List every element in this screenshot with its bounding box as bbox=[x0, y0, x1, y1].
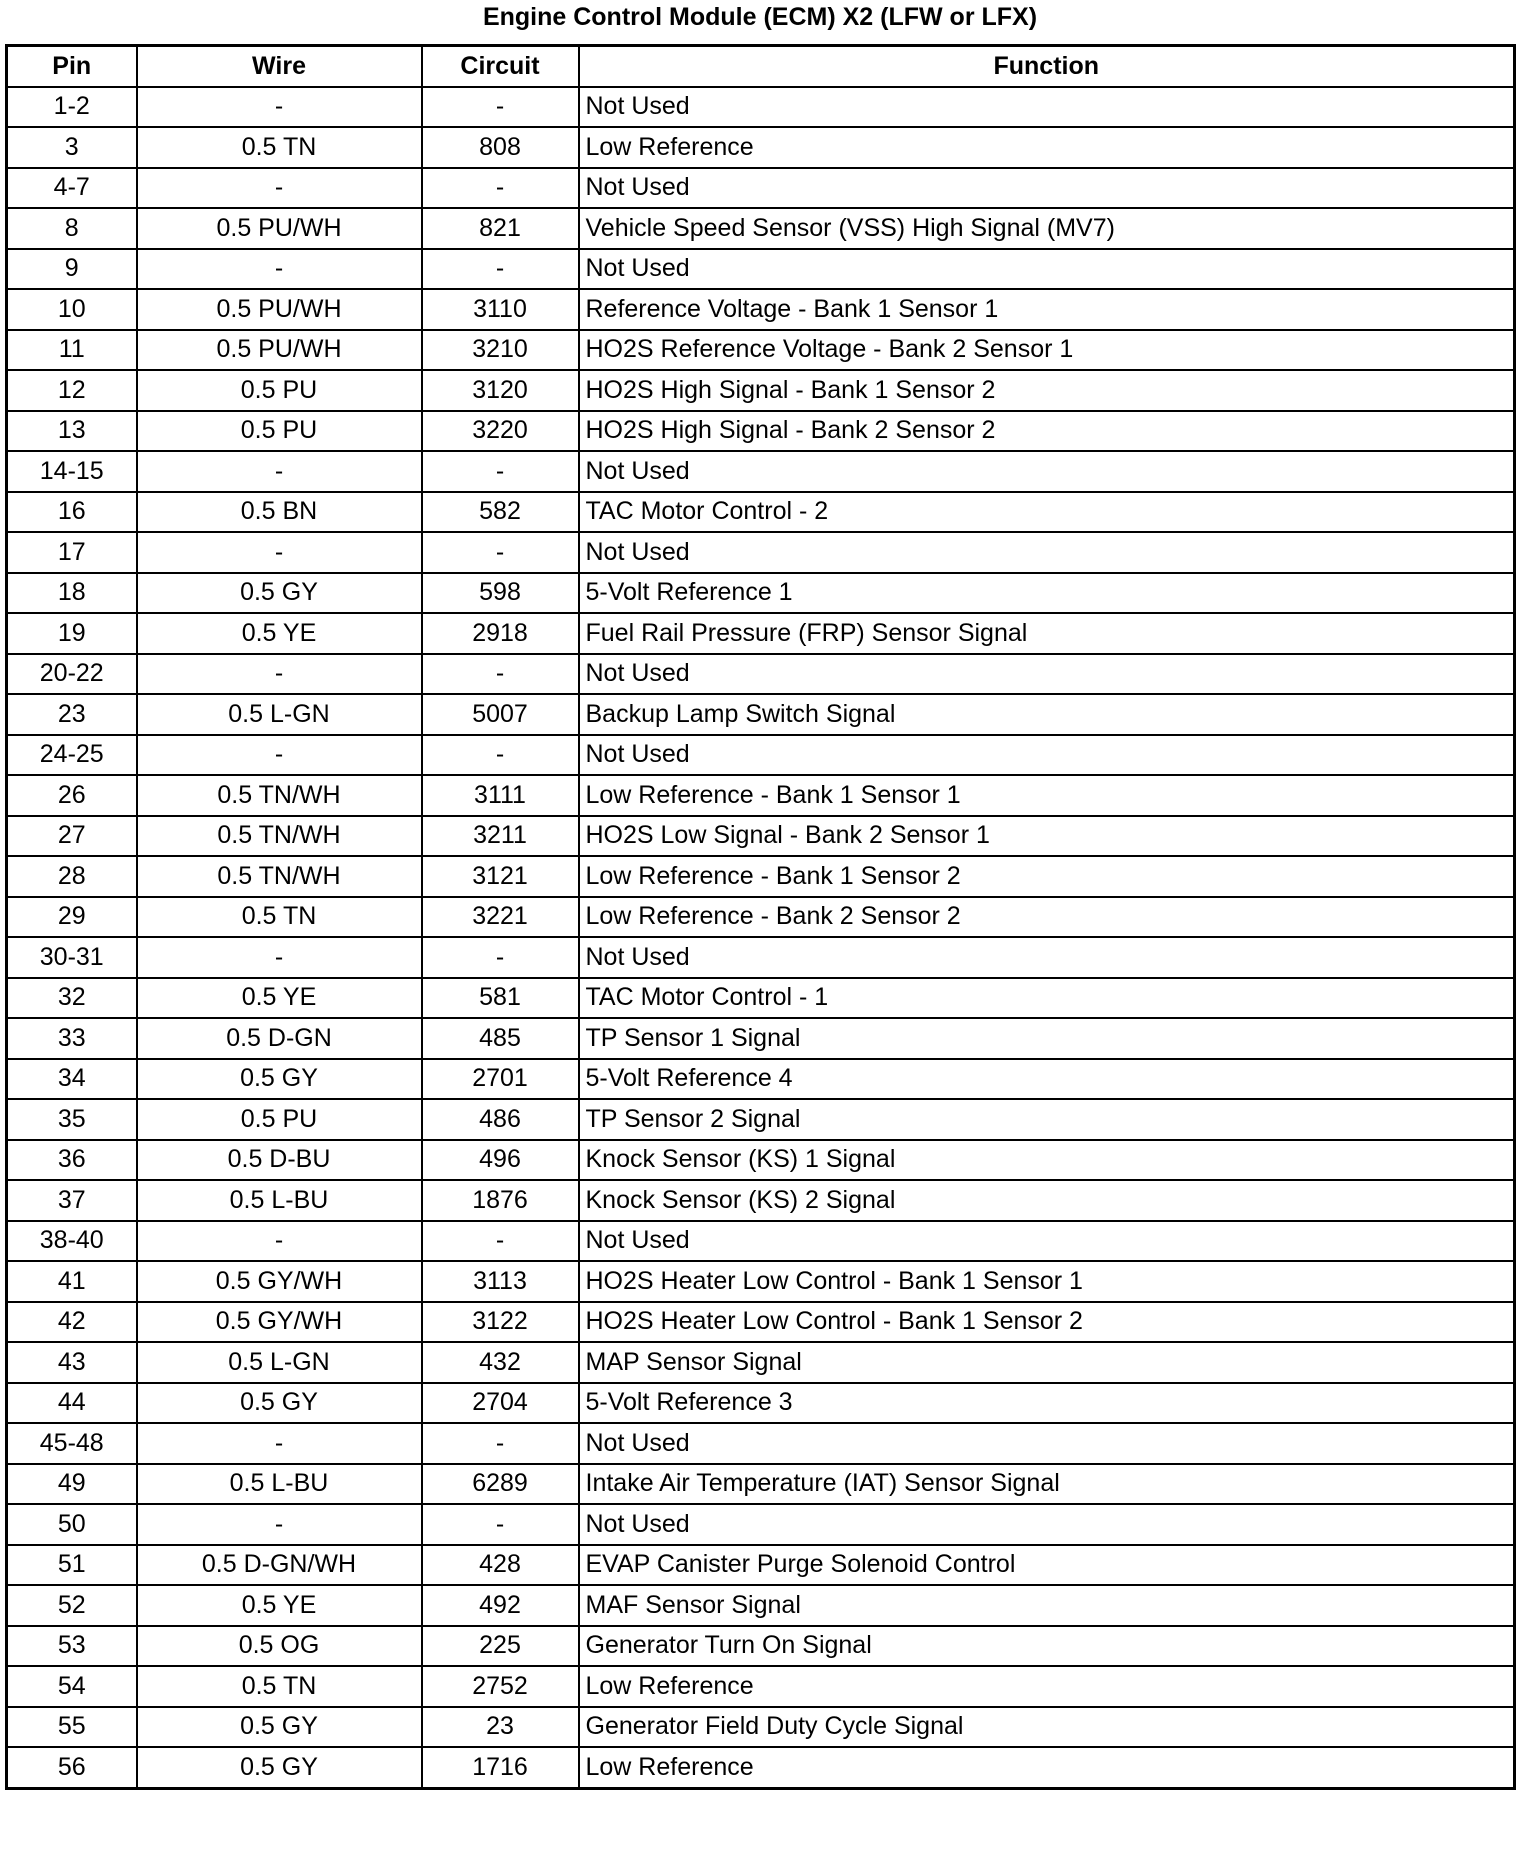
pin-cell: 11 bbox=[7, 330, 137, 371]
wire-cell: - bbox=[137, 1423, 422, 1464]
pin-cell: 24-25 bbox=[7, 735, 137, 776]
table-row bbox=[7, 168, 1515, 209]
circuit-cell: 1876 bbox=[422, 1180, 579, 1221]
function-cell: Fuel Rail Pressure (FRP) Sensor Signal bbox=[579, 613, 1515, 654]
pin-cell: 18 bbox=[7, 573, 137, 614]
function-cell: TAC Motor Control - 2 bbox=[579, 492, 1515, 533]
function-cell: Reference Voltage - Bank 1 Sensor 1 bbox=[579, 289, 1515, 330]
table-row bbox=[7, 451, 1515, 492]
circuit-cell: - bbox=[422, 1504, 579, 1545]
wire-cell: 0.5 L-BU bbox=[137, 1180, 422, 1221]
pin-cell: 17 bbox=[7, 532, 137, 573]
table-row bbox=[7, 1707, 1515, 1748]
pin-cell: 4-7 bbox=[7, 168, 137, 209]
table-row bbox=[7, 1383, 1515, 1424]
pin-cell: 26 bbox=[7, 775, 137, 816]
wire-cell: - bbox=[137, 249, 422, 290]
table-row bbox=[7, 289, 1515, 330]
pin-cell: 37 bbox=[7, 1180, 137, 1221]
function-cell: Low Reference - Bank 2 Sensor 2 bbox=[579, 897, 1515, 938]
table-header-row bbox=[7, 46, 1515, 87]
wire-cell: 0.5 YE bbox=[137, 613, 422, 654]
table-row bbox=[7, 1423, 1515, 1464]
function-cell: Not Used bbox=[579, 937, 1515, 978]
table-row bbox=[7, 775, 1515, 816]
circuit-cell: - bbox=[422, 654, 579, 695]
circuit-cell: 3111 bbox=[422, 775, 579, 816]
wire-cell: - bbox=[137, 735, 422, 776]
table-row bbox=[7, 978, 1515, 1019]
table-row bbox=[7, 1504, 1515, 1545]
pin-cell: 44 bbox=[7, 1383, 137, 1424]
wire-cell: 0.5 GY/WH bbox=[137, 1261, 422, 1302]
header-circuit: Circuit bbox=[422, 46, 579, 87]
function-cell: 5-Volt Reference 3 bbox=[579, 1383, 1515, 1424]
wire-cell: 0.5 PU bbox=[137, 1099, 422, 1140]
wire-cell: - bbox=[137, 87, 422, 128]
wire-cell: 0.5 TN/WH bbox=[137, 856, 422, 897]
pin-cell: 8 bbox=[7, 208, 137, 249]
function-cell: Low Reference - Bank 1 Sensor 1 bbox=[579, 775, 1515, 816]
function-cell: Not Used bbox=[579, 532, 1515, 573]
header-pin: Pin bbox=[7, 46, 137, 87]
function-cell: Low Reference - Bank 1 Sensor 2 bbox=[579, 856, 1515, 897]
table-row bbox=[7, 127, 1515, 168]
wire-cell: 0.5 PU bbox=[137, 411, 422, 452]
wire-cell: 0.5 GY bbox=[137, 1747, 422, 1788]
table-row bbox=[7, 87, 1515, 128]
pin-cell: 34 bbox=[7, 1059, 137, 1100]
pin-cell: 29 bbox=[7, 897, 137, 938]
table-row bbox=[7, 1666, 1515, 1707]
pin-cell: 35 bbox=[7, 1099, 137, 1140]
circuit-cell: 225 bbox=[422, 1626, 579, 1667]
function-cell: HO2S Low Signal - Bank 2 Sensor 1 bbox=[579, 816, 1515, 857]
table-row bbox=[7, 1221, 1515, 1262]
wire-cell: 0.5 TN/WH bbox=[137, 775, 422, 816]
wire-cell: - bbox=[137, 937, 422, 978]
table-row bbox=[7, 735, 1515, 776]
wire-cell: 0.5 PU/WH bbox=[137, 330, 422, 371]
table-row bbox=[7, 249, 1515, 290]
wire-cell: - bbox=[137, 532, 422, 573]
table-row bbox=[7, 330, 1515, 371]
wire-cell: 0.5 GY bbox=[137, 1059, 422, 1100]
pin-cell: 38-40 bbox=[7, 1221, 137, 1262]
pin-cell: 19 bbox=[7, 613, 137, 654]
circuit-cell: 485 bbox=[422, 1018, 579, 1059]
wire-cell: 0.5 YE bbox=[137, 1585, 422, 1626]
function-cell: TP Sensor 2 Signal bbox=[579, 1099, 1515, 1140]
circuit-cell: 428 bbox=[422, 1545, 579, 1586]
pin-cell: 30-31 bbox=[7, 937, 137, 978]
wire-cell: 0.5 TN/WH bbox=[137, 816, 422, 857]
wire-cell: 0.5 TN bbox=[137, 897, 422, 938]
function-cell: Not Used bbox=[579, 1221, 1515, 1262]
function-cell: TAC Motor Control - 1 bbox=[579, 978, 1515, 1019]
pin-cell: 23 bbox=[7, 694, 137, 735]
wire-cell: - bbox=[137, 654, 422, 695]
pinout-table-container bbox=[5, 44, 1513, 1790]
circuit-cell: 6289 bbox=[422, 1464, 579, 1505]
table-row bbox=[7, 613, 1515, 654]
circuit-cell: 2918 bbox=[422, 613, 579, 654]
function-cell: Not Used bbox=[579, 1504, 1515, 1545]
function-cell: TP Sensor 1 Signal bbox=[579, 1018, 1515, 1059]
circuit-cell: 3121 bbox=[422, 856, 579, 897]
function-cell: 5-Volt Reference 1 bbox=[579, 573, 1515, 614]
circuit-cell: - bbox=[422, 735, 579, 776]
pin-cell: 54 bbox=[7, 1666, 137, 1707]
circuit-cell: 1716 bbox=[422, 1747, 579, 1788]
wire-cell: 0.5 D-GN/WH bbox=[137, 1545, 422, 1586]
pin-cell: 1-2 bbox=[7, 87, 137, 128]
wire-cell: 0.5 GY bbox=[137, 1383, 422, 1424]
wire-cell: 0.5 GY/WH bbox=[137, 1302, 422, 1343]
wire-cell: - bbox=[137, 451, 422, 492]
pin-cell: 13 bbox=[7, 411, 137, 452]
circuit-cell: - bbox=[422, 1221, 579, 1262]
function-cell: HO2S Heater Low Control - Bank 1 Sensor 2 bbox=[579, 1302, 1515, 1343]
circuit-cell: - bbox=[422, 451, 579, 492]
circuit-cell: 5007 bbox=[422, 694, 579, 735]
function-cell: Knock Sensor (KS) 2 Signal bbox=[579, 1180, 1515, 1221]
pin-cell: 56 bbox=[7, 1747, 137, 1788]
function-cell: Low Reference bbox=[579, 1747, 1515, 1788]
table-row bbox=[7, 897, 1515, 938]
function-cell: MAF Sensor Signal bbox=[579, 1585, 1515, 1626]
table-row bbox=[7, 1626, 1515, 1667]
circuit-cell: - bbox=[422, 937, 579, 978]
pin-cell: 41 bbox=[7, 1261, 137, 1302]
pin-cell: 51 bbox=[7, 1545, 137, 1586]
table-row bbox=[7, 856, 1515, 897]
function-cell: Low Reference bbox=[579, 1666, 1515, 1707]
wire-cell: 0.5 L-BU bbox=[137, 1464, 422, 1505]
circuit-cell: - bbox=[422, 1423, 579, 1464]
pin-cell: 33 bbox=[7, 1018, 137, 1059]
function-cell: HO2S Reference Voltage - Bank 2 Sensor 1 bbox=[579, 330, 1515, 371]
circuit-cell: 486 bbox=[422, 1099, 579, 1140]
pin-cell: 10 bbox=[7, 289, 137, 330]
table-row bbox=[7, 816, 1515, 857]
wire-cell: 0.5 PU bbox=[137, 370, 422, 411]
circuit-cell: 2704 bbox=[422, 1383, 579, 1424]
table-row bbox=[7, 694, 1515, 735]
function-cell: HO2S High Signal - Bank 1 Sensor 2 bbox=[579, 370, 1515, 411]
pin-cell: 14-15 bbox=[7, 451, 137, 492]
wire-cell: - bbox=[137, 168, 422, 209]
circuit-cell: - bbox=[422, 249, 579, 290]
circuit-cell: 3210 bbox=[422, 330, 579, 371]
wire-cell: - bbox=[137, 1504, 422, 1545]
circuit-cell: 2752 bbox=[422, 1666, 579, 1707]
wire-cell: 0.5 PU/WH bbox=[137, 208, 422, 249]
table-row bbox=[7, 492, 1515, 533]
circuit-cell: 2701 bbox=[422, 1059, 579, 1100]
function-cell: Not Used bbox=[579, 249, 1515, 290]
pin-cell: 53 bbox=[7, 1626, 137, 1667]
table-row bbox=[7, 1747, 1515, 1788]
function-cell: Not Used bbox=[579, 451, 1515, 492]
function-cell: Knock Sensor (KS) 1 Signal bbox=[579, 1140, 1515, 1181]
pin-cell: 36 bbox=[7, 1140, 137, 1181]
pin-cell: 9 bbox=[7, 249, 137, 290]
table-row bbox=[7, 937, 1515, 978]
circuit-cell: 581 bbox=[422, 978, 579, 1019]
wire-cell: 0.5 L-GN bbox=[137, 694, 422, 735]
pin-cell: 12 bbox=[7, 370, 137, 411]
table-row bbox=[7, 1464, 1515, 1505]
table-body bbox=[7, 87, 1515, 1789]
table-row bbox=[7, 573, 1515, 614]
circuit-cell: 432 bbox=[422, 1342, 579, 1383]
wire-cell: 0.5 D-GN bbox=[137, 1018, 422, 1059]
circuit-cell: 3122 bbox=[422, 1302, 579, 1343]
wire-cell: 0.5 GY bbox=[137, 1707, 422, 1748]
pinout-table bbox=[5, 44, 1516, 1790]
circuit-cell: 582 bbox=[422, 492, 579, 533]
wire-cell: 0.5 D-BU bbox=[137, 1140, 422, 1181]
function-cell: Not Used bbox=[579, 1423, 1515, 1464]
circuit-cell: 3113 bbox=[422, 1261, 579, 1302]
circuit-cell: - bbox=[422, 87, 579, 128]
function-cell: Low Reference bbox=[579, 127, 1515, 168]
pin-cell: 52 bbox=[7, 1585, 137, 1626]
wire-cell: 0.5 GY bbox=[137, 573, 422, 614]
table-row bbox=[7, 1261, 1515, 1302]
wire-cell: 0.5 TN bbox=[137, 127, 422, 168]
table-row bbox=[7, 532, 1515, 573]
circuit-cell: 496 bbox=[422, 1140, 579, 1181]
circuit-cell: - bbox=[422, 532, 579, 573]
circuit-cell: 3120 bbox=[422, 370, 579, 411]
circuit-cell: 3221 bbox=[422, 897, 579, 938]
function-cell: Not Used bbox=[579, 87, 1515, 128]
table-row bbox=[7, 411, 1515, 452]
table-row bbox=[7, 208, 1515, 249]
pin-cell: 42 bbox=[7, 1302, 137, 1343]
circuit-cell: 3110 bbox=[422, 289, 579, 330]
table-row bbox=[7, 1099, 1515, 1140]
page-title: Engine Control Module (ECM) X2 (LFW or LFX) bbox=[482, 3, 1038, 31]
wire-cell: 0.5 TN bbox=[137, 1666, 422, 1707]
table-row bbox=[7, 1018, 1515, 1059]
circuit-cell: 3220 bbox=[422, 411, 579, 452]
wire-cell: - bbox=[137, 1221, 422, 1262]
header-wire: Wire bbox=[137, 46, 422, 87]
function-cell: MAP Sensor Signal bbox=[579, 1342, 1515, 1383]
circuit-cell: 598 bbox=[422, 573, 579, 614]
function-cell: HO2S High Signal - Bank 2 Sensor 2 bbox=[579, 411, 1515, 452]
table-row bbox=[7, 1302, 1515, 1343]
function-cell: Not Used bbox=[579, 168, 1515, 209]
table-row bbox=[7, 370, 1515, 411]
pin-cell: 28 bbox=[7, 856, 137, 897]
pin-cell: 43 bbox=[7, 1342, 137, 1383]
wire-cell: 0.5 OG bbox=[137, 1626, 422, 1667]
function-cell: HO2S Heater Low Control - Bank 1 Sensor 1 bbox=[579, 1261, 1515, 1302]
wire-cell: 0.5 BN bbox=[137, 492, 422, 533]
table-row bbox=[7, 654, 1515, 695]
circuit-cell: 23 bbox=[422, 1707, 579, 1748]
circuit-cell: 808 bbox=[422, 127, 579, 168]
header-function: Function bbox=[579, 46, 1515, 87]
wire-cell: 0.5 YE bbox=[137, 978, 422, 1019]
circuit-cell: 821 bbox=[422, 208, 579, 249]
function-cell: 5-Volt Reference 4 bbox=[579, 1059, 1515, 1100]
pin-cell: 50 bbox=[7, 1504, 137, 1545]
pin-cell: 49 bbox=[7, 1464, 137, 1505]
table-row bbox=[7, 1545, 1515, 1586]
function-cell: Not Used bbox=[579, 735, 1515, 776]
function-cell: Generator Field Duty Cycle Signal bbox=[579, 1707, 1515, 1748]
wire-cell: 0.5 L-GN bbox=[137, 1342, 422, 1383]
function-cell: Vehicle Speed Sensor (VSS) High Signal (MV7) bbox=[579, 208, 1515, 249]
table-row bbox=[7, 1585, 1515, 1626]
circuit-cell: 3211 bbox=[422, 816, 579, 857]
pin-cell: 45-48 bbox=[7, 1423, 137, 1464]
wire-cell: 0.5 PU/WH bbox=[137, 289, 422, 330]
circuit-cell: - bbox=[422, 168, 579, 209]
table-row bbox=[7, 1180, 1515, 1221]
table-row bbox=[7, 1342, 1515, 1383]
function-cell: Not Used bbox=[579, 654, 1515, 695]
function-cell: Backup Lamp Switch Signal bbox=[579, 694, 1515, 735]
function-cell: Generator Turn On Signal bbox=[579, 1626, 1515, 1667]
function-cell: EVAP Canister Purge Solenoid Control bbox=[579, 1545, 1515, 1586]
pin-cell: 55 bbox=[7, 1707, 137, 1748]
pin-cell: 32 bbox=[7, 978, 137, 1019]
pin-cell: 16 bbox=[7, 492, 137, 533]
pin-cell: 27 bbox=[7, 816, 137, 857]
circuit-cell: 492 bbox=[422, 1585, 579, 1626]
function-cell: Intake Air Temperature (IAT) Sensor Signal bbox=[579, 1464, 1515, 1505]
pin-cell: 20-22 bbox=[7, 654, 137, 695]
table-row bbox=[7, 1059, 1515, 1100]
table-row bbox=[7, 1140, 1515, 1181]
pin-cell: 3 bbox=[7, 127, 137, 168]
